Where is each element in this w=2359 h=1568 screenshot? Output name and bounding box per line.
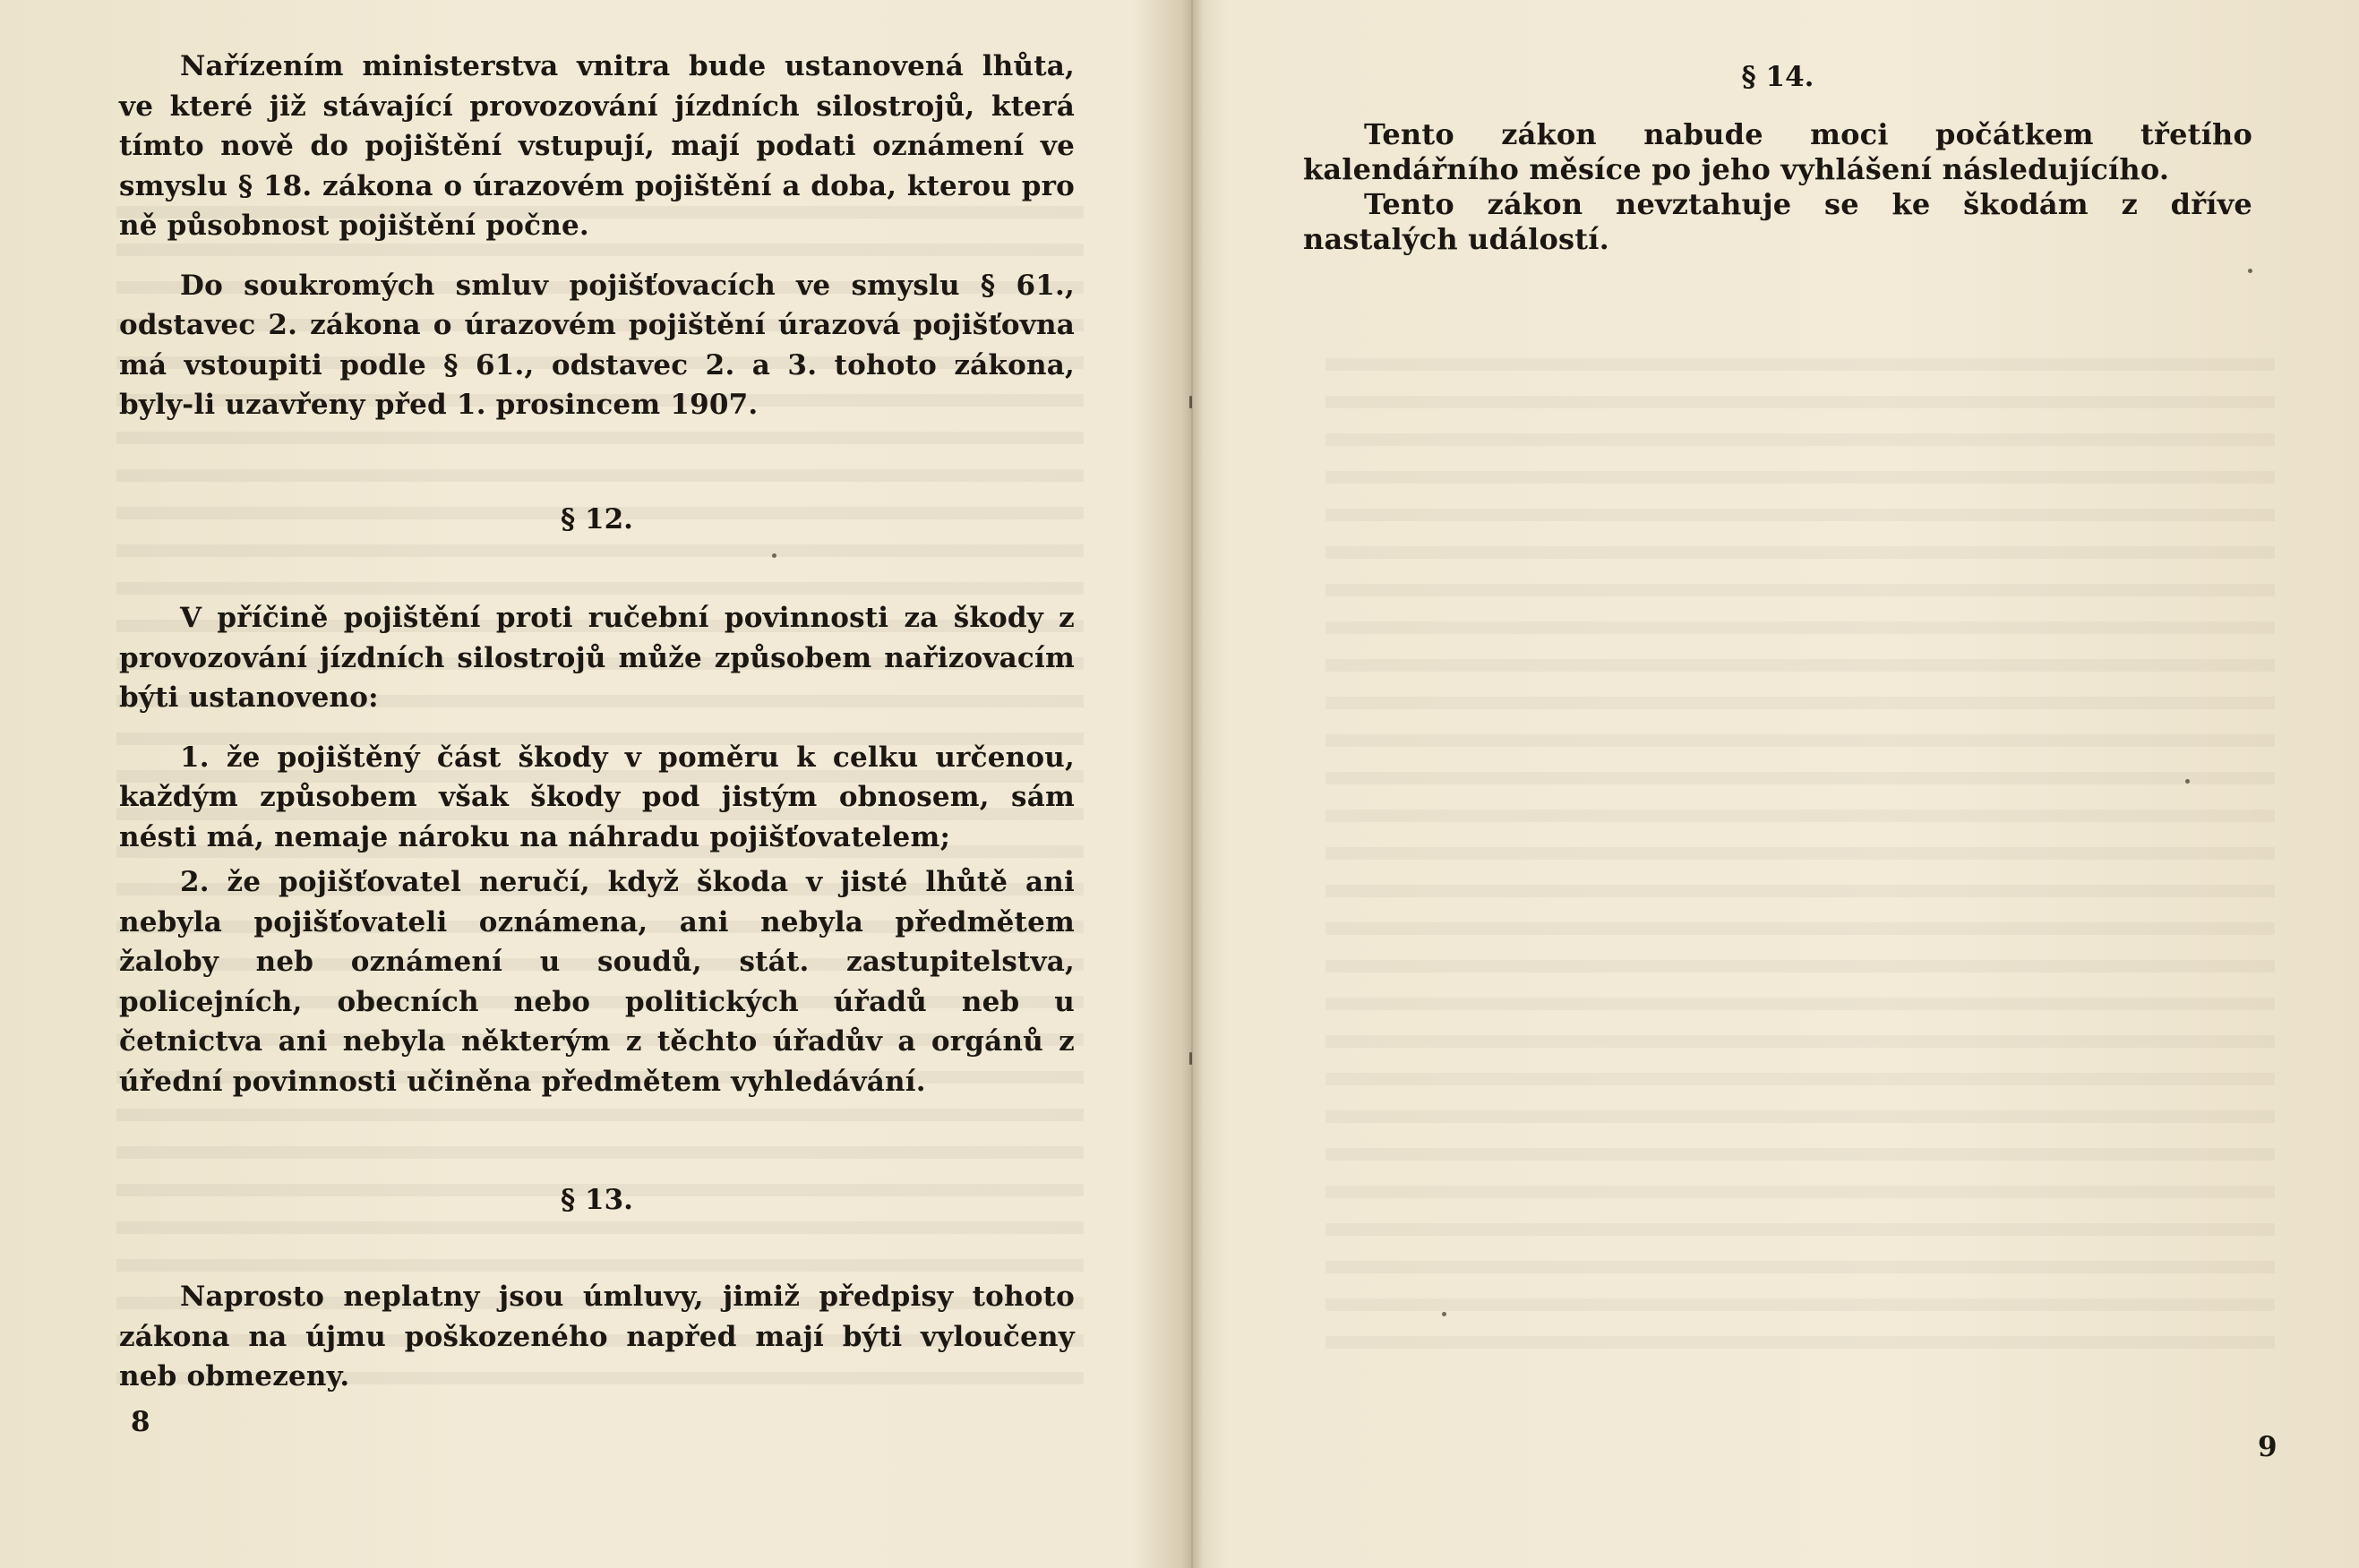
section-13-body [119,1277,1075,1397]
print-speck [1189,396,1192,408]
paragraph-soukrome-smlouvy: Do soukromých smluv pojišťovacích ve smyslu § 61., odstavec 2. zákona o úrazovém pojištění úrazová pojišťovna má vstoupiti podle § 61., odstavec 2. a 3. tohoto zákona, byly-li uzavřeny před 1. prosincem 1907. [119,269,1075,421]
print-speck [772,553,776,558]
print-speck [1189,1052,1192,1065]
section-12-item-1: 1. že pojištěný část škody v poměru k celku určenou, každým způsobem však škody pod jistým obnosem, sám nésti má, nemaje nároku na náhradu pojišťovatelem; [119,741,1075,853]
section-12-item-2: 2. že pojišťovatel neručí, když škoda v jisté lhůtě ani nebyla pojišťovateli oznámena, ani nebyla předmětem žaloby neb oznámení u soudů, stát. zastupitelstva, policejních, obecních nebo politických úřadů neb u četnictva ani nebyla některým z těchto úřadův a orgánů z úřední povinnosti učiněna předmětem vyhledávání. [119,866,1075,1098]
page-number-left: 8 [131,1406,150,1438]
right-page [1204,0,2359,1568]
section-13-heading: § 13. [561,1184,633,1216]
print-speck [2248,269,2252,273]
print-speck [1442,1312,1446,1316]
section-14-paragraph-2: Tento zákon nevztahuje se ke škodám z dříve nastalých událostí. [1303,187,2252,256]
paragraph-lhuta: Nařízením ministerstva vnitra bude ustanovená lhůta, ve které již stávající provozování jízdních silostrojů, která tímto nově do pojištění vstupují, mají podati oznámení ve smyslu § 18. zákona o úrazovém pojištění a doba, kterou pro ně působnost pojištění počne. [119,50,1075,242]
intro-paragraphs [119,47,1075,425]
print-speck [2185,779,2190,784]
section-13-text: Naprosto neplatny jsou úmluvy, jimiž předpisy tohoto zákona na újmu poškozeného napřed mají býti vyloučeny neb obmezeny. [119,1281,1075,1392]
section-14-heading: § 14. [1741,61,1814,93]
page-number-right: 9 [2258,1431,2278,1463]
section-12-intro: V příčině pojištění proti ručební povinnosti za škody z provozování jízdních silostrojů může způsobem nařizovacím býti ustanoveno: [119,602,1075,714]
section-14-body [1303,117,2252,257]
section-12-heading: § 12. [561,503,633,536]
section-14-paragraph-1: Tento zákon nabude moci počátkem třetího kalendářního měsíce po jeho vyhlášení následujícího. [1303,117,2252,186]
section-12-body [119,598,1075,1101]
book-gutter [1180,0,1204,1568]
